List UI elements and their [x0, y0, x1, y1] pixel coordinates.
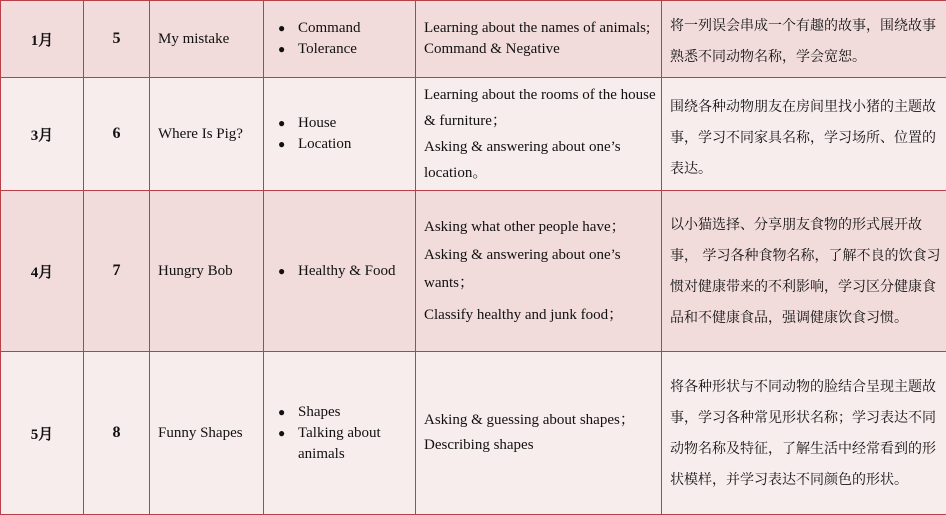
unit-title-cell: Where Is Pig?	[150, 78, 264, 191]
month-cell: 5月	[1, 352, 84, 515]
month-cell: 1月	[1, 1, 84, 78]
objective-line: Classify healthy and junk food；	[424, 301, 657, 329]
objective-line: Asking what other people have；	[424, 213, 657, 241]
topic-item: ● Shapes	[272, 402, 415, 423]
topics-cell	[264, 191, 416, 352]
topic-list	[272, 18, 415, 60]
unit-number-cell: 7	[84, 191, 150, 352]
bullet-icon: ●	[278, 261, 285, 282]
table-row	[1, 352, 946, 515]
unit-title-cell: My mistake	[150, 1, 264, 78]
objectives-cell	[416, 1, 662, 78]
topic-item: ● Command	[272, 18, 415, 39]
objective-line: Command & Negative	[424, 39, 657, 60]
objectives-cell	[416, 78, 662, 191]
objective-line: Learning about the names of animals;	[424, 18, 657, 39]
unit-number-cell: 6	[84, 78, 150, 191]
objectives-cell	[416, 352, 662, 515]
topics-cell	[264, 78, 416, 191]
objective-line: Learning about the rooms of the house & furniture；	[424, 82, 657, 134]
month-cell: 4月	[1, 191, 84, 352]
topic-item: ● Healthy & Food	[272, 261, 415, 282]
unit-number-cell: 5	[84, 1, 150, 78]
unit-title-cell: Hungry Bob	[150, 191, 264, 352]
objective-line: Asking & answering about one’s wants；	[424, 241, 657, 297]
topic-item: ● Talking about animals	[272, 423, 415, 465]
topic-item: ● House	[272, 113, 415, 134]
table-row	[1, 1, 946, 78]
bullet-icon: ●	[278, 423, 285, 444]
bullet-icon: ●	[278, 18, 285, 39]
summary-cell: 将一列误会串成一个有趣的故事，围绕故事熟悉不同动物名称，学会宽恕。	[662, 1, 946, 78]
unit-number-cell: 8	[84, 352, 150, 515]
topic-list	[272, 402, 415, 465]
topic-item: ● Tolerance	[272, 39, 415, 60]
summary-cell: 以小猫选择、分享朋友食物的形式展开故事， 学习各种食物名称，了解不良的饮食习惯对健康带来的不利影响，学习区分健康食品和不健康食品，强调健康饮食习惯。	[662, 191, 946, 352]
topic-list	[272, 113, 415, 155]
bullet-icon: ●	[278, 39, 285, 60]
objective-line: Describing shapes	[424, 433, 657, 458]
objective-line: Asking & answering about one’s location。	[424, 134, 657, 186]
table-row	[1, 191, 946, 352]
bullet-icon: ●	[278, 134, 285, 155]
summary-cell: 将各种形状与不同动物的脸结合呈现主题故事，学习各种常见形状名称；学习表达不同动物名称及特征，了解生活中经常看到的形状模样，并学习表达不同颜色的形状。	[662, 352, 946, 515]
bullet-icon: ●	[278, 402, 285, 423]
unit-title-cell: Funny Shapes	[150, 352, 264, 515]
objective-line: Asking & guessing about shapes；	[424, 408, 657, 433]
topics-cell	[264, 1, 416, 78]
objectives-cell	[416, 191, 662, 352]
topics-cell	[264, 352, 416, 515]
bullet-icon: ●	[278, 113, 285, 134]
topic-list	[272, 261, 415, 282]
table-row	[1, 78, 946, 191]
topic-item: ● Location	[272, 134, 415, 155]
month-cell: 3月	[1, 78, 84, 191]
summary-cell: 围绕各种动物朋友在房间里找小猪的主题故事，学习不同家具名称，学习场所、位置的表达。	[662, 78, 946, 191]
